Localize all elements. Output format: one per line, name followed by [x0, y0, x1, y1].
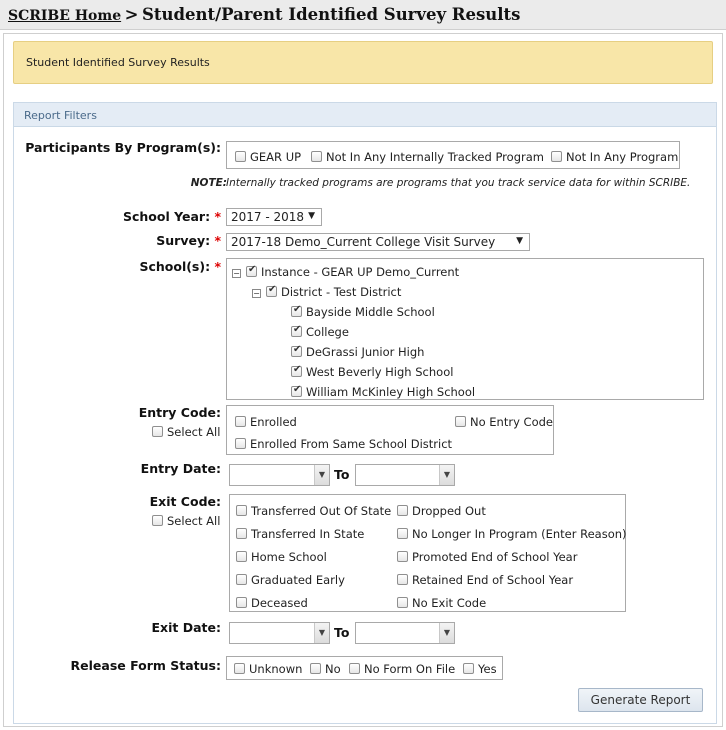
panel-header: [14, 103, 716, 127]
checkbox[interactable]: [463, 663, 474, 674]
report-filters-panel: [13, 102, 717, 724]
school-year-label: School Year: *: [122, 209, 221, 224]
checkbox[interactable]: [397, 528, 408, 539]
entry-code-box: [226, 405, 554, 455]
schools-label: School(s): *: [139, 259, 221, 274]
exit-date-label: Exit Date:: [151, 620, 221, 635]
entry-date-to-input[interactable]: [356, 465, 440, 485]
checkbox[interactable]: [551, 151, 562, 162]
survey-label: Survey: *: [156, 233, 221, 248]
entry-date-from-input[interactable]: [230, 465, 314, 485]
tree-node-instance[interactable]: −✔ Instance - GEAR UP Demo_Current: [232, 265, 459, 279]
exit-date-to[interactable]: [355, 622, 455, 644]
checkbox[interactable]: [291, 306, 302, 317]
exit-code-box: [229, 494, 626, 612]
program-option-gear-up[interactable]: GEAR UP: [235, 150, 301, 164]
home-link[interactable]: SCRIBE Home: [8, 8, 122, 24]
entry-code-label: Entry Code:: [138, 405, 221, 420]
tree-node-school[interactable]: ✔William McKinley High School: [291, 385, 475, 399]
exit-code-label: Exit Code:: [149, 494, 221, 509]
entry-code-select-all[interactable]: Select All: [152, 425, 220, 439]
banner-text: Student Identified Survey Results: [26, 56, 210, 69]
checkbox[interactable]: [397, 574, 408, 585]
release-form-box: [226, 656, 503, 680]
exit-date-to-input[interactable]: [356, 623, 440, 643]
checkbox[interactable]: [455, 416, 466, 427]
report-container: [3, 33, 723, 727]
caret-down-icon: ▼: [516, 236, 523, 246]
exit-code-option[interactable]: Home School: [236, 550, 327, 564]
exit-code-option[interactable]: No Exit Code: [397, 596, 486, 610]
caret-down-icon: ▼: [308, 211, 315, 221]
checkbox[interactable]: [397, 505, 408, 516]
entry-code-option-none[interactable]: No Entry Code: [455, 415, 553, 429]
entry-date-from[interactable]: [229, 464, 330, 486]
tree-node-school[interactable]: ✔College: [291, 325, 349, 339]
caret-down-icon[interactable]: ▼: [439, 623, 454, 643]
tree-node-school[interactable]: ✔West Beverly High School: [291, 365, 453, 379]
checkbox[interactable]: [291, 366, 302, 377]
checkbox[interactable]: [266, 286, 277, 297]
exit-date-from[interactable]: [229, 622, 330, 644]
entry-code-option-enrolled[interactable]: Enrolled: [235, 415, 297, 429]
checkbox[interactable]: [152, 426, 163, 437]
entry-date-label: Entry Date:: [140, 461, 221, 476]
schools-tree: [226, 258, 704, 400]
exit-code-select-all[interactable]: Select All: [152, 514, 220, 528]
exit-date-from-input[interactable]: [230, 623, 314, 643]
checkbox[interactable]: [291, 326, 302, 337]
checkbox[interactable]: [349, 663, 360, 674]
tree-node-school[interactable]: ✔DeGrassi Junior High: [291, 345, 424, 359]
entry-date-to[interactable]: [355, 464, 455, 486]
exit-date-to-label: To: [334, 625, 350, 640]
checkbox[interactable]: [310, 663, 321, 674]
collapse-icon[interactable]: −: [233, 269, 240, 278]
checkbox[interactable]: [397, 551, 408, 562]
caret-down-icon[interactable]: ▼: [439, 465, 454, 485]
release-option-no-form[interactable]: No Form On File: [349, 662, 455, 676]
generate-report-button[interactable]: Generate Report: [578, 688, 703, 712]
survey-select[interactable]: 2017-18 Demo_Current College Visit Survey ▼: [226, 233, 530, 251]
program-option-not-in-any[interactable]: Not In Any Program: [551, 150, 678, 164]
collapse-icon[interactable]: −: [253, 289, 260, 298]
checkbox[interactable]: [236, 528, 247, 539]
checkbox[interactable]: [246, 266, 257, 277]
release-option-unknown[interactable]: Unknown: [234, 662, 302, 676]
release-option-no[interactable]: No: [310, 662, 341, 676]
programs-label: Participants By Program(s):: [25, 140, 221, 155]
checkbox[interactable]: [236, 551, 247, 562]
exit-code-option[interactable]: No Longer In Program (Enter Reason): [397, 527, 627, 541]
checkbox[interactable]: [397, 597, 408, 608]
checkbox[interactable]: [235, 438, 246, 449]
caret-down-icon[interactable]: ▼: [314, 623, 329, 643]
exit-code-option[interactable]: Deceased: [236, 596, 308, 610]
checkbox[interactable]: [236, 597, 247, 608]
tree-node-district[interactable]: −✔ District - Test District: [252, 285, 401, 299]
exit-code-option[interactable]: Retained End of School Year: [397, 573, 573, 587]
exit-code-option[interactable]: Dropped Out: [397, 504, 486, 518]
exit-code-option[interactable]: Graduated Early: [236, 573, 345, 587]
checkbox[interactable]: [236, 574, 247, 585]
report-banner: [13, 41, 713, 84]
entry-date-to-label: To: [334, 467, 350, 482]
program-option-not-internally-tracked[interactable]: Not In Any Internally Tracked Program: [311, 150, 544, 164]
tree-node-school[interactable]: ✔Bayside Middle School: [291, 305, 435, 319]
checkbox[interactable]: [235, 151, 246, 162]
checkbox[interactable]: [236, 505, 247, 516]
title-bar: [0, 0, 726, 30]
exit-code-option[interactable]: Promoted End of School Year: [397, 550, 577, 564]
checkbox[interactable]: [234, 663, 245, 674]
checkbox[interactable]: [235, 416, 246, 427]
release-form-label: Release Form Status:: [70, 658, 221, 673]
panel-title: Report Filters: [24, 109, 97, 122]
entry-code-option-same-district[interactable]: Enrolled From Same School District: [235, 437, 452, 451]
note-text: Internally tracked programs are programs that you track service data for within SCRIBE.: [226, 177, 691, 189]
programs-box: [226, 141, 680, 169]
breadcrumb-separator: >: [124, 5, 139, 24]
note-prefix: NOTE:: [190, 177, 227, 189]
school-year-select[interactable]: 2017 - 2018 ▼: [226, 208, 322, 226]
checkbox[interactable]: [291, 386, 302, 397]
release-option-yes[interactable]: Yes: [463, 662, 497, 676]
checkbox[interactable]: [152, 515, 163, 526]
page-title: Student/Parent Identified Survey Results: [141, 5, 521, 24]
checkbox[interactable]: [291, 346, 302, 357]
checkbox[interactable]: [311, 151, 322, 162]
caret-down-icon[interactable]: ▼: [314, 465, 329, 485]
exit-code-option[interactable]: Transferred Out Of State: [236, 504, 391, 518]
exit-code-option[interactable]: Transferred In State: [236, 527, 364, 541]
